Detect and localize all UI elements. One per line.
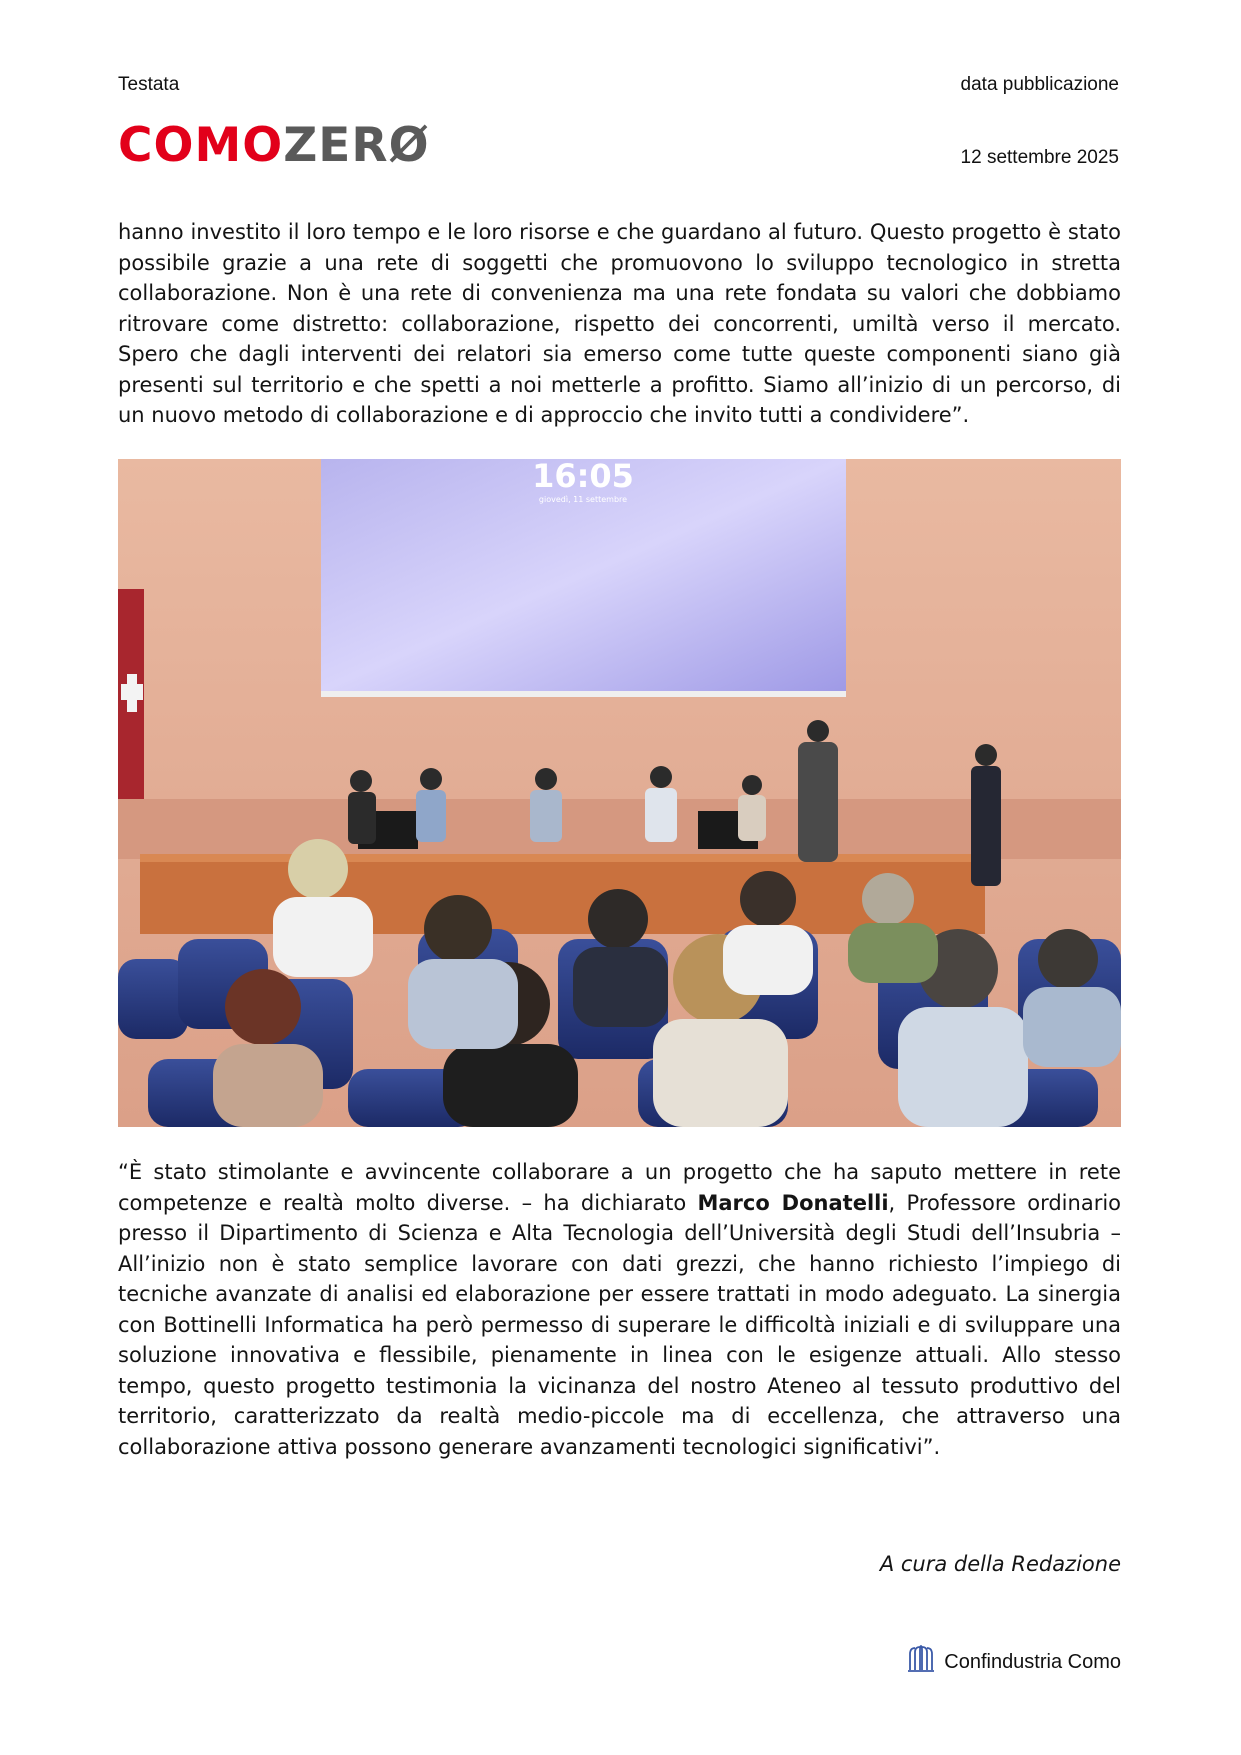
publication-date: 12 settembre 2025	[960, 147, 1119, 168]
screen-date: giovedì, 11 settembre	[538, 495, 628, 504]
comozero-logo	[118, 118, 430, 173]
publication-date-label: data pubblicazione	[960, 74, 1119, 95]
testata-label: Testata	[118, 74, 180, 95]
article-signature: A cura della Redazione	[879, 1552, 1121, 1576]
confindustria-logo-icon	[906, 1644, 936, 1680]
speaker-name: Marco Donatelli	[697, 1190, 889, 1215]
footer	[906, 1644, 1121, 1680]
logo-part-zero: ZERØ	[283, 118, 430, 173]
quote-text-start: “È stato stimolante e avvincente collaborare a un progetto che ha saputo mettere in rete competenze e realtà molto diverse. – ha dichiarato	[118, 1160, 1121, 1215]
article-paragraph-1: hanno investito il loro tempo e le loro risorse e che guardano al futuro. Questo progetto è stato possibile grazie a una rete di soggetti che promuovono lo sviluppo tecnologico in stretta collaborazione. Non è una rete di convenienza ma una rete fondata su valori che dobbiamo ritrovare come distretto: collaborazione, rispetto dei concorrenti, umiltà verso il mercato. Spero che dagli interventi dei relatori sia emerso come tutte queste componenti siano già presenti sul territorio e che spetti a noi metterle a profitto. Siamo all’inizio di un percorso, di un nuovo metodo di collaborazione e di approccio che invito tutti a condividere”.	[118, 220, 1121, 427]
conference-photo	[118, 459, 1121, 1127]
article-paragraph-2	[118, 1157, 1121, 1462]
screen-clock: 16:05	[532, 459, 634, 495]
quote-text-end: , Professore ordinario presso il Dipartimento di Scienza e Alta Tecnologia dell’Università degli Studi dell’Insubria – All’inizio non è stato semplice lavorare con dati grezzi, che hanno richiesto l’impiego di tecniche avanzate di analisi ed elaborazione per essere trattati in modo adeguato. La sinergia con Bottinelli Informatica ha però permesso di superare le difficoltà iniziali e di sviluppare una soluzione innovativa e flessibile, pienamente in linea con le esigenze attuali. Allo stesso tempo, questo progetto testimonia la vicinanza del nostro Ateneo al tessuto produttivo del territorio, caratterizzato da realtà medio-piccole ma di eccellenza, che attraverso una collaborazione attiva possono generare avanzamenti tecnologici significativi”.	[118, 1190, 1122, 1459]
logo-part-como: COMO	[118, 118, 284, 173]
footer-org-name: Confindustria Como	[944, 1650, 1121, 1673]
